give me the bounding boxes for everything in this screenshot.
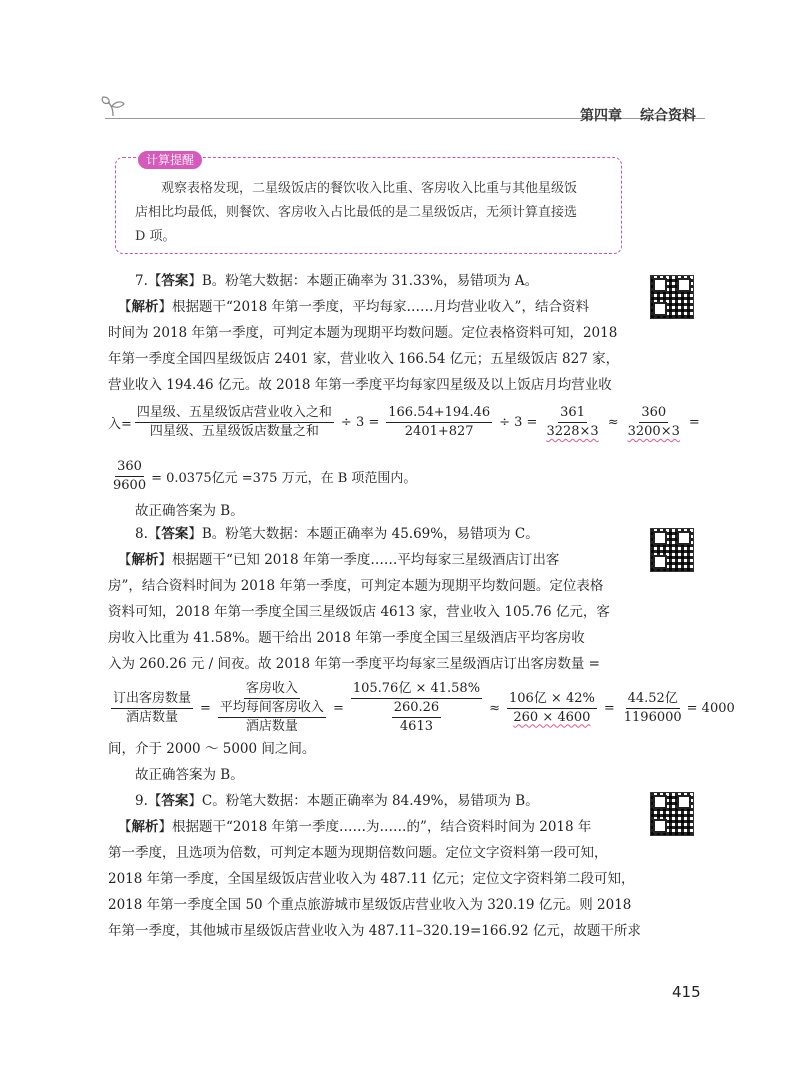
- eq-text: 入=: [108, 417, 132, 432]
- page-number: 415: [672, 983, 701, 1001]
- q9-analysis-line: 2018 年第一季度全国 50 个重点旅游城市星级饭店营业收入为 320.19 亿元。则 2018: [108, 897, 632, 913]
- q7-answer-line: 7.【答案】B。粉笔大数据：本题正确率为 31.33%，易错项为 A。: [135, 273, 539, 289]
- q7-result: [108, 458, 416, 495]
- q8-analysis-line: 资料可知，2018 年第一季度全国三星级饭店 4613 家，营业收入 105.76 亿元，客: [108, 604, 610, 620]
- fraction: $\frac{\text{四星级、五星级饭店营业收入之和}}{\text{四星级、五星级饭店数量之和}}$: [136, 405, 332, 439]
- qr-code[interactable]: [650, 528, 694, 572]
- q8-analysis-line: 房收入比重为 41.58%。题干给出 2018 年第一季度全国三星级酒店平均客房收: [108, 630, 585, 646]
- eq-text: ≈: [489, 700, 500, 716]
- eq-text: ÷ 3 =: [340, 415, 380, 430]
- q9-analysis-line: 年第一季度，其他城市星级饭店营业收入为 487.11–320.19=166.92 亿元，故题干所求: [108, 923, 641, 939]
- tip-line: 店相比均最低，则餐饮、客房收入占比最低的是二星级饭店，无须计算直接选: [135, 205, 578, 220]
- fraction: $\frac{\text{106亿 × 42\%}}{260 \times 4600}$: [508, 690, 595, 725]
- q9-analysis-line: 2018 年第一季度，全国星级饭店营业收入为 487.11 亿元；定位文字资料第二段可知，: [108, 871, 635, 887]
- tip-body: [135, 177, 610, 249]
- q7-conclusion: 故正确答案为 B。: [135, 503, 244, 519]
- tip-line: D 项。: [135, 229, 176, 244]
- q7-analysis-line: 时间为 2018 年第一季度，可判定本题为现期平均数问题。定位表格资料可知，2018: [108, 325, 618, 341]
- fraction: $\frac{\text{订出客房数量}}{\text{酒店数量}}$: [113, 690, 192, 725]
- fraction: $\frac{361}{3228\times 3}$: [546, 405, 599, 439]
- chapter-label: 第四章: [580, 108, 622, 124]
- tip-line: 观察表格发现，二星级饭店的餐饮收入比重、客房收入比重与其他星级饭: [161, 181, 578, 196]
- fraction: 105.76亿 × 41.58% 260.26 4613: [352, 681, 481, 734]
- fraction: $\frac{360}{3200\times 3}$: [627, 405, 680, 439]
- q7-equation: [108, 404, 704, 441]
- q8-analysis-line: 间，介于 2000 ～ 5000 间之间。: [108, 741, 316, 757]
- q7-analysis-line: 年第一季度全国四星级饭店 2401 家，营业收入 166.54 亿元；五星级饭店 827 家，: [108, 351, 620, 367]
- eq-text: = 0.0375亿元 =375 万元，在 B 项范围内。: [151, 471, 417, 486]
- q8-conclusion: 故正确答案为 B。: [135, 767, 244, 783]
- fraction: $\frac{360}{9600}$: [113, 459, 147, 493]
- eq-text: = 4000: [686, 700, 735, 716]
- fraction: 客房收入 平均每间客房收入 酒店数量: [219, 681, 324, 734]
- q9-analysis-line: 第一季度，且选项为倍数，可判定本题为现期倍数问题。定位文字资料第一段可知，: [108, 845, 608, 861]
- q7-analysis-line: 营业收入 194.46 亿元。故 2018 年第一季度平均每家四星级及以上饭店月均营业收: [108, 377, 612, 393]
- tip-tag: 计算提醒: [138, 151, 202, 169]
- q8-equation: $\frac{\text{订出客房数量}}{\text{酒店数量}}$ = 客房收入 平均每间客房收入 酒店数量 = 105.76亿 × 41.58% 260.26 4613 ≈ $\frac{\text{106亿 × 42\%}}{260 \times 4600}$ = $\frac{\text{44.52亿}}{1196000}$ = 4000: [113, 681, 735, 734]
- q8-analysis-line: 入为 260.26 元 / 间夜。故 2018 年第一季度平均每家三星级酒店订出客房数量 =: [108, 656, 600, 672]
- q7-analysis-line: 【解析】根据题干“2018 年第一季度，平均每家……月均营业收入”，结合资料: [118, 299, 589, 315]
- q9-answer-line: 9.【答案】C。粉笔大数据：本题正确率为 84.49%，易错项为 B。: [135, 793, 539, 809]
- q9-analysis-line: 【解析】根据题干“2018 年第一季度……为……的”，结合资料时间为 2018 年: [118, 819, 592, 835]
- q8-analysis-line: 【解析】根据题干“已知 2018 年第一季度……平均每家三星级酒店订出客: [118, 552, 560, 568]
- sprout-icon: [100, 96, 126, 118]
- qr-code[interactable]: [650, 792, 694, 836]
- q8-analysis-line: 房”，结合资料时间为 2018 年第一季度，可判定本题为现期平均数问题。定位表格: [108, 578, 604, 594]
- eq-text: ≈: [607, 415, 619, 430]
- fraction: $\frac{166.54+194.46}{2401+827}$: [388, 405, 491, 439]
- eq-text: =: [688, 415, 700, 430]
- eq-text: ÷ 3 =: [499, 415, 538, 430]
- section-label: 综合资料: [640, 108, 696, 124]
- fraction: $\frac{\text{44.52亿}}{1196000}$: [623, 690, 682, 725]
- q8-answer-line: 8.【答案】B。粉笔大数据：本题正确率为 45.69%，易错项为 C。: [135, 526, 539, 542]
- qr-code[interactable]: [650, 275, 694, 319]
